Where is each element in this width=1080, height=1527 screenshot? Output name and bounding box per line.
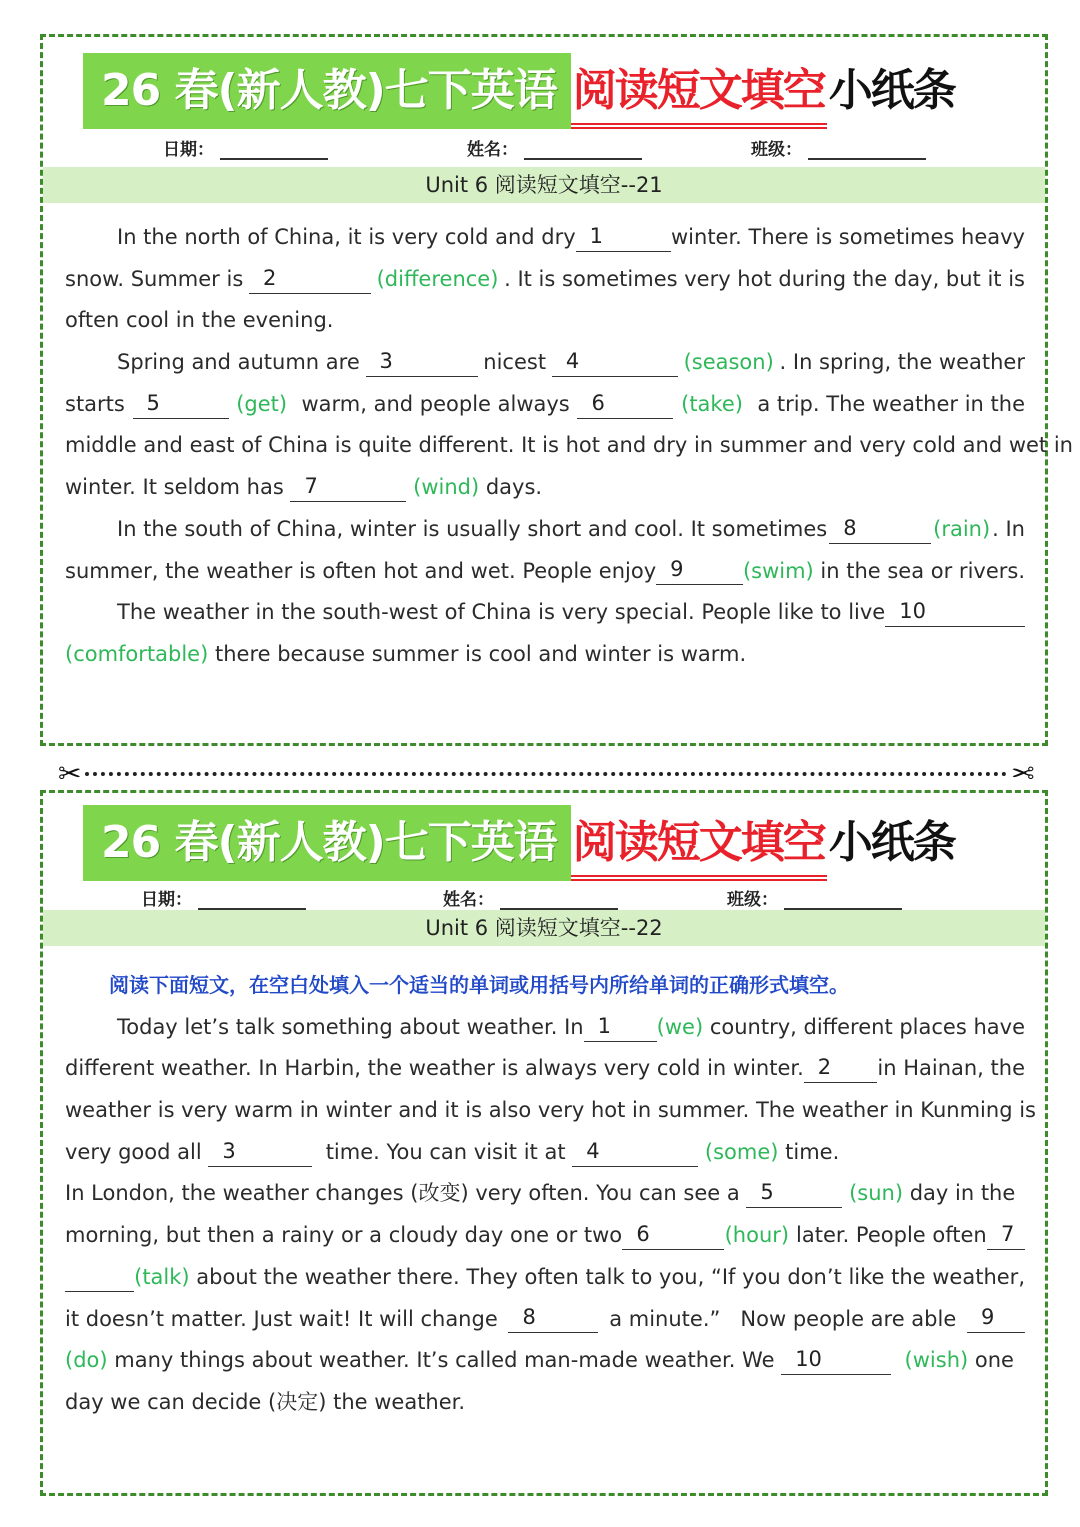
passage-text-run: Today let’s talk something about weather. In <box>117 1014 584 1039</box>
passage-text-run: days. <box>479 475 543 500</box>
passage-line <box>65 1340 1025 1382</box>
passage-line <box>65 1173 1025 1215</box>
word-hint: (some) <box>704 1139 779 1164</box>
passage-text-run: weather is very warm in winter and it is also very hot in summer. The weather in Kunming is <box>65 1098 1036 1123</box>
passage-body <box>65 1007 1036 1424</box>
word-hint: (rain) <box>933 516 991 541</box>
passage-text-run: a trip. The weather in the <box>750 391 1025 416</box>
passage-text-run: one <box>968 1348 1014 1373</box>
scissors-icon: ✂ <box>58 757 82 790</box>
passage-text-run: Spring and autumn are <box>117 350 360 375</box>
cut-line <box>58 757 1034 790</box>
title-black-part: 小纸条 <box>828 817 955 868</box>
answer-blank[interactable]: 2 <box>804 1055 878 1083</box>
answer-blank[interactable]: 8 <box>829 516 931 544</box>
scissors-icon: ✂ <box>1010 757 1034 790</box>
class-field[interactable] <box>751 135 926 160</box>
passage-line <box>65 467 1025 509</box>
passage-line <box>65 592 1025 634</box>
passage-line <box>65 1257 1025 1299</box>
answer-blank[interactable]: 5 <box>746 1180 842 1208</box>
passage-text <box>65 217 1073 676</box>
passage-line <box>65 217 1025 259</box>
passage-text-run: it doesn’t matter. Just wait! It will change <box>65 1306 498 1331</box>
class-line[interactable] <box>784 890 902 910</box>
passage-line <box>65 1132 1025 1174</box>
title-green-part: 26 春(新人教)七下英语 <box>83 53 571 129</box>
passage-text-run: in the sea or rivers. <box>813 558 1025 583</box>
title-green-part: 26 春(新人教)七下英语 <box>83 805 571 881</box>
passage-text-run: The weather in the south-west of China is very special. People like to live <box>117 600 886 625</box>
passage-text-run: a minute.” Now people are able <box>609 1306 957 1331</box>
word-hint: (we) <box>656 1014 704 1039</box>
name-label: 姓名： <box>467 140 518 160</box>
passage-line <box>65 1007 1025 1049</box>
date-line[interactable] <box>198 890 306 910</box>
answer-blank[interactable]: 10 <box>781 1347 891 1375</box>
worksheet-card-1 <box>40 34 1073 746</box>
passage-text-run: different weather. In Harbin, the weather is always very cold in winter. <box>65 1056 804 1081</box>
class-line[interactable] <box>808 140 926 160</box>
student-info-row <box>43 135 1045 165</box>
passage-line <box>65 425 1073 467</box>
name-line[interactable] <box>524 140 642 160</box>
name-label: 姓名： <box>443 890 494 910</box>
answer-blank[interactable]: 2 <box>249 266 371 294</box>
passage-text-run: day we can decide (决定) the weather. <box>65 1389 466 1414</box>
answer-blank[interactable]: 9 <box>967 1305 1025 1333</box>
passage-text-run: starts <box>65 391 125 416</box>
class-field[interactable] <box>727 885 902 910</box>
instruction-text: 阅读下面短文，在空白处填入一个适当的单词或用括号内所给单词的正确形式填空。 <box>109 973 849 997</box>
answer-blank[interactable]: 3 <box>366 349 478 377</box>
unit-heading: Unit 6 阅读短文填空--22 <box>43 910 1045 946</box>
answer-blank[interactable]: 3 <box>208 1139 312 1167</box>
worksheet-title <box>83 53 955 129</box>
passage-text-run: . In spring, the weather <box>779 350 1025 375</box>
passage-text-run: day in the <box>903 1181 1016 1206</box>
passage-text-run: often cool in the evening. <box>65 308 334 333</box>
answer-blank[interactable]: 10 <box>885 599 1025 627</box>
passage-line <box>65 1048 1025 1090</box>
passage-text-run: warm, and people always <box>294 391 570 416</box>
passage-line <box>65 634 1025 676</box>
passage-line <box>65 551 1025 593</box>
passage-text-run: about the weather there. They often talk to you, “If you don’t like the weather, <box>189 1264 1025 1289</box>
title-red-part: 阅读短文填空 <box>571 805 827 881</box>
passage-text-run: middle and east of China is quite different. It is hot and dry in summer and very cold and wet in <box>65 433 1073 458</box>
passage-line <box>65 1090 1036 1132</box>
passage-text-run: snow. Summer is <box>65 266 244 291</box>
answer-blank[interactable]: 1 <box>584 1014 657 1042</box>
answer-blank[interactable]: 6 <box>622 1222 724 1250</box>
word-hint: (wish) <box>904 1348 969 1373</box>
title-red-part: 阅读短文填空 <box>571 53 827 129</box>
answer-blank[interactable]: 9 <box>656 557 743 585</box>
name-field[interactable] <box>467 135 642 160</box>
passage-line <box>65 259 1025 301</box>
date-label: 日期： <box>163 140 214 160</box>
passage-text-run: winter. It seldom has <box>65 475 291 500</box>
word-hint: (comfortable) <box>65 641 209 666</box>
date-label: 日期： <box>141 890 192 910</box>
passage-text-run <box>891 1340 904 1382</box>
passage-line <box>65 1382 1025 1424</box>
passage-text-run: country, different places have <box>703 1014 1025 1039</box>
unit-heading: Unit 6 阅读短文填空--21 <box>43 167 1045 203</box>
title-black-part: 小纸条 <box>828 65 955 116</box>
word-hint: (hour) <box>724 1223 790 1248</box>
passage-line <box>65 384 1025 426</box>
date-line[interactable] <box>220 140 328 160</box>
worksheet-title <box>83 805 955 881</box>
word-hint: (do) <box>65 1348 108 1373</box>
answer-blank[interactable]: 8 <box>508 1305 598 1333</box>
passage-text-run: nicest <box>483 350 547 375</box>
passage-text-run: summer, the weather is often hot and wet. People enjoy <box>65 558 657 583</box>
answer-blank[interactable]: 1 <box>576 224 671 252</box>
answer-blank[interactable]: 7 <box>987 1222 1025 1250</box>
passage-text-run: time. <box>778 1139 840 1164</box>
class-label: 班级： <box>727 890 778 910</box>
passage-text-run: winter. There is sometimes heavy <box>671 225 1025 249</box>
word-hint: (difference) <box>376 266 499 291</box>
passage-text-run: . It is sometimes very hot during the day, but it is <box>504 266 1025 291</box>
passage-text-run: later. People often <box>789 1223 987 1248</box>
answer-blank[interactable]: 6 <box>577 391 673 419</box>
answer-blank[interactable]: 5 <box>133 391 229 419</box>
passage-line <box>65 1299 1025 1341</box>
passage-text <box>65 965 1036 1424</box>
word-hint: (season) <box>683 350 774 375</box>
date-field[interactable] <box>141 885 306 910</box>
answer-blank[interactable]: 7 <box>290 474 406 502</box>
passage-text-run: In London, the weather changes (改变) very often. You can see a <box>65 1181 747 1206</box>
passage-text-run <box>698 1132 705 1174</box>
word-hint: (sun) <box>849 1181 904 1206</box>
answer-blank[interactable]: 4 <box>572 1139 698 1167</box>
passage-line <box>65 300 1025 342</box>
answer-blank[interactable]: 4 <box>552 349 678 377</box>
date-field[interactable] <box>163 135 328 160</box>
class-label: 班级： <box>751 140 802 160</box>
passage-text-run: time. You can visit it at <box>312 1139 573 1164</box>
word-hint: (wind) <box>413 475 480 500</box>
passage-text-run <box>406 467 413 509</box>
word-hint: (get) <box>236 391 288 416</box>
passage-text-run: there because summer is cool and winter is warm. <box>208 641 747 666</box>
passage-text-run: very good all <box>65 1139 209 1164</box>
passage-line <box>65 509 1025 551</box>
word-hint: (take) <box>681 391 743 416</box>
word-hint: (swim) <box>742 558 814 583</box>
answer-blank[interactable] <box>65 1264 134 1292</box>
passage-text-run: many things about weather. It’s called man-made weather. We <box>107 1348 782 1373</box>
passage-text-run: morning, but then a rainy or a cloudy day one or two <box>65 1223 623 1248</box>
passage-text-run: . In <box>992 516 1025 541</box>
passage-line <box>65 342 1025 384</box>
name-line[interactable] <box>500 890 618 910</box>
passage-text-run: in Hainan, the <box>877 1056 1025 1081</box>
passage-text-run: In the south of China, winter is usually short and cool. It sometimes <box>117 516 828 541</box>
passage-text-run <box>842 1173 849 1215</box>
passage-line <box>65 1215 1025 1257</box>
dotted-divider <box>85 772 1006 776</box>
word-hint: (talk) <box>134 1264 190 1289</box>
passage-text-run: In the north of China, it is very cold and dry <box>117 225 576 249</box>
name-field[interactable] <box>443 885 618 910</box>
worksheet-card-2 <box>40 790 1048 1496</box>
